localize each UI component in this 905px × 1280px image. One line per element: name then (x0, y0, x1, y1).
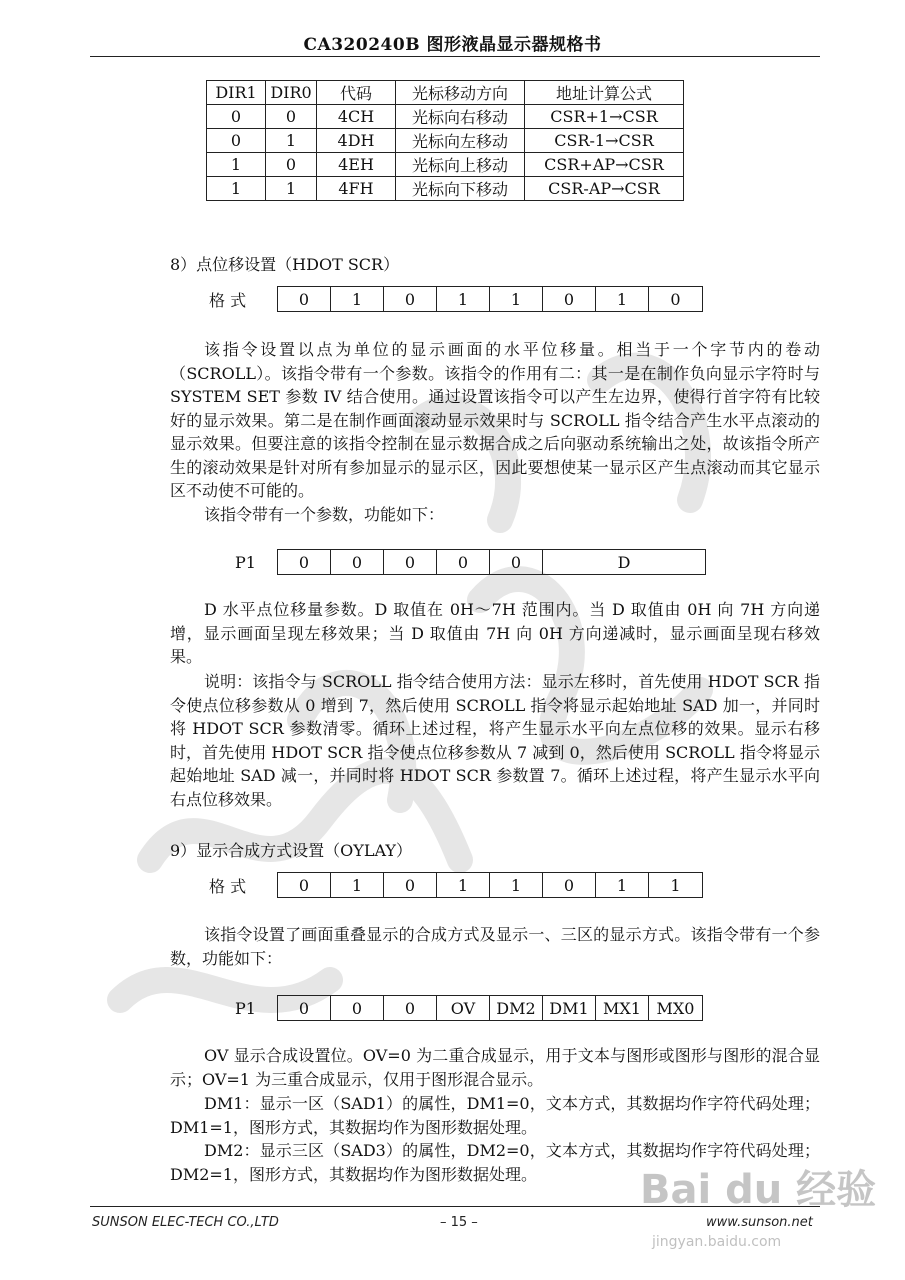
sec9-format-row (205, 872, 703, 898)
bit-cell: 0 (278, 996, 331, 1020)
table-cell: 0 (207, 129, 266, 153)
table-cell: 4EH (317, 153, 396, 177)
sec9-paragraph-description: 该指令设置了画面重叠显示的合成方式及显示一、三区的显示方式。该指令带有一个参数，功能如下： (170, 925, 820, 968)
bit-cell: 0 (490, 550, 543, 574)
sec9-paragraph-dm2: DM2：显示三区（SAD3）的属性，DM2=0，文本方式，其数据均作字符代码处理；DM2=1，图形方式，其数据均作为图形数据处理。 (170, 1141, 820, 1184)
footer-url: www.sunson.net (706, 1215, 813, 1230)
sec9-paragraph-ov: OV 显示合成设置位。OV=0 为二重合成显示，用于文本与图形或图形与图形的混合显示；OV=1 为三重合成显示，仅用于图形混合显示。 (170, 1046, 820, 1089)
bit-cell: 0 (543, 287, 596, 311)
bit-cell: 1 (596, 287, 649, 311)
bit-cell: OV (437, 996, 490, 1020)
table-header-row (207, 81, 684, 105)
table-cell: CSR+1→CSR (525, 105, 684, 129)
table-cell: 光标向下移动 (396, 177, 525, 201)
table-header-cell: DIR1 (207, 81, 266, 105)
sec8-p1-row (205, 549, 706, 575)
table-cell: CSR+AP→CSR (525, 153, 684, 177)
bit-cell: MX0 (656, 998, 695, 1018)
sec8-paragraph-note: 说明：该指令与 SCROLL 指令结合使用方法：显示左移时，首先使用 HDOT SCR 指令使点位移参数从 0 增到 7，然后使用 SCROLL 指令将显示起始地址 SAD 加一，并同时将 HDOT SCR 参数清零。循环上述过程，将产生显示水平向左点位移的效果。显示右移时，首先使用 HDOT SCR 指令使点位移参数从 7 减到 0，然后使用 SCROLL 指令将显示起始地址 SAD 减一，并同时将 HDOT SCR 参数置 7。循环上述过程，将产生显示水平向右点位移效果。 (170, 672, 820, 809)
table-cell: 0 (207, 105, 266, 129)
sec8-paragraph-d-param: D 水平点位移量参数。D 取值在 0H～7H 范围内。当 D 取值由 0H 向 7H 方向递增，显示画面呈现左移效果；当 D 取值由 7H 向 0H 方向递减时，显示画面呈现右移效果。 (170, 600, 820, 666)
sec8-format-row (205, 286, 703, 312)
table-cell: 4CH (317, 105, 396, 129)
bit-cell: MX1 (596, 996, 649, 1020)
footer-page-number: – 15 – (440, 1215, 478, 1230)
table-row (207, 105, 684, 129)
table-cell: 4DH (317, 129, 396, 153)
footer-company: SUNSON ELEC-TECH CO.,LTD (92, 1215, 279, 1230)
bit-cell: 0 (278, 873, 331, 897)
table-row (207, 153, 684, 177)
bit-cell: 1 (437, 287, 490, 311)
table-header-cell: 光标移动方向 (396, 81, 525, 105)
sec9-paragraph-dm1: DM1：显示一区（SAD1）的属性，DM1=0，文本方式，其数据均作字符代码处理；DM1=1，图形方式，其数据均作为图形数据处理。 (170, 1094, 820, 1137)
table-row (207, 177, 684, 201)
bit-cell: DM1 (543, 996, 596, 1020)
bit-cell: 1 (670, 875, 681, 895)
bit-cell: 0 (670, 289, 681, 309)
table-cell: 1 (266, 129, 317, 153)
header-divider (90, 56, 820, 57)
table-header-cell: DIR0 (266, 81, 317, 105)
bit-cell: 0 (331, 996, 384, 1020)
bit-cell: 0 (384, 996, 437, 1020)
page-header-title: CA320240B 图形液晶显示器规格书 (303, 35, 602, 55)
bit-cell: 0 (331, 550, 384, 574)
bit-cell: 0 (384, 550, 437, 574)
sec8-paragraph-param-intro: 该指令带有一个参数，功能如下： (204, 505, 445, 524)
bit-cell-wide: D (617, 552, 631, 572)
baidu-watermark-logo: Bai du 经验 (640, 1167, 877, 1213)
footer-divider (90, 1206, 820, 1207)
table-cell: CSR-AP→CSR (525, 177, 684, 201)
table-header-cell: 代码 (317, 81, 396, 105)
bit-cell: 0 (437, 550, 490, 574)
bit-cell: 1 (331, 287, 384, 311)
table-row (207, 129, 684, 153)
table-cell: 0 (266, 153, 317, 177)
bit-field (277, 872, 703, 898)
format-label: 格 式 (209, 290, 247, 310)
table-cell: CSR-1→CSR (525, 129, 684, 153)
format-label: 格 式 (209, 876, 247, 896)
sec9-p1-row (205, 995, 703, 1021)
table-header-cell: 地址计算公式 (525, 81, 684, 105)
table-cell: 1 (207, 153, 266, 177)
bit-cell: 0 (278, 550, 331, 574)
section-8-title: 8）点位移设置（HDOT SCR） (170, 255, 400, 274)
cursor-direction-table (206, 80, 684, 201)
table-cell: 4FH (317, 177, 396, 201)
sec8-paragraph-description: 该指令设置以点为单位的显示画面的水平位移量。相当于一个字节内的卷动（SCROLL）。该指令带有一个参数。该指令的作用有二：其一是在制作负向显示字符时与 SYSTEM SET 参数 IV 结合使用。通过设置该指令可以产生左边界，使得行首字符有比较好的显示效果。第二是在制作画面滚动显示效果时与 SCROLL 指令结合产生水平点滚动的显示效果。但要注意的该指令控制在显示数据合成之后向驱动系统输出之处，故该指令所产生的滚动效果是针对所有参加显示的显示区，因此要想使某一显示区产生点滚动而其它显示区不动使不可能的。 (170, 340, 820, 500)
table-cell: 光标向左移动 (396, 129, 525, 153)
p1-label: P1 (235, 998, 256, 1018)
baidu-watermark-url: jingyan.baidu.com (652, 1234, 782, 1250)
bit-cell: DM2 (490, 996, 543, 1020)
bit-cell: 0 (278, 287, 331, 311)
bit-field (277, 549, 706, 575)
bit-cell: 1 (596, 873, 649, 897)
table-cell: 0 (266, 105, 317, 129)
table-cell: 1 (266, 177, 317, 201)
table-cell: 光标向右移动 (396, 105, 525, 129)
table-cell: 光标向上移动 (396, 153, 525, 177)
bit-cell: 0 (384, 287, 437, 311)
bit-cell: 1 (437, 873, 490, 897)
bit-field (277, 286, 703, 312)
p1-label: P1 (235, 552, 256, 572)
bit-cell: 1 (331, 873, 384, 897)
bit-cell: 0 (543, 873, 596, 897)
table-cell: 1 (207, 177, 266, 201)
section-9-title: 9）显示合成方式设置（OYLAY） (170, 841, 412, 860)
bit-cell: 1 (490, 873, 543, 897)
bit-cell: 0 (384, 873, 437, 897)
bit-field (277, 995, 703, 1021)
bit-cell: 1 (490, 287, 543, 311)
